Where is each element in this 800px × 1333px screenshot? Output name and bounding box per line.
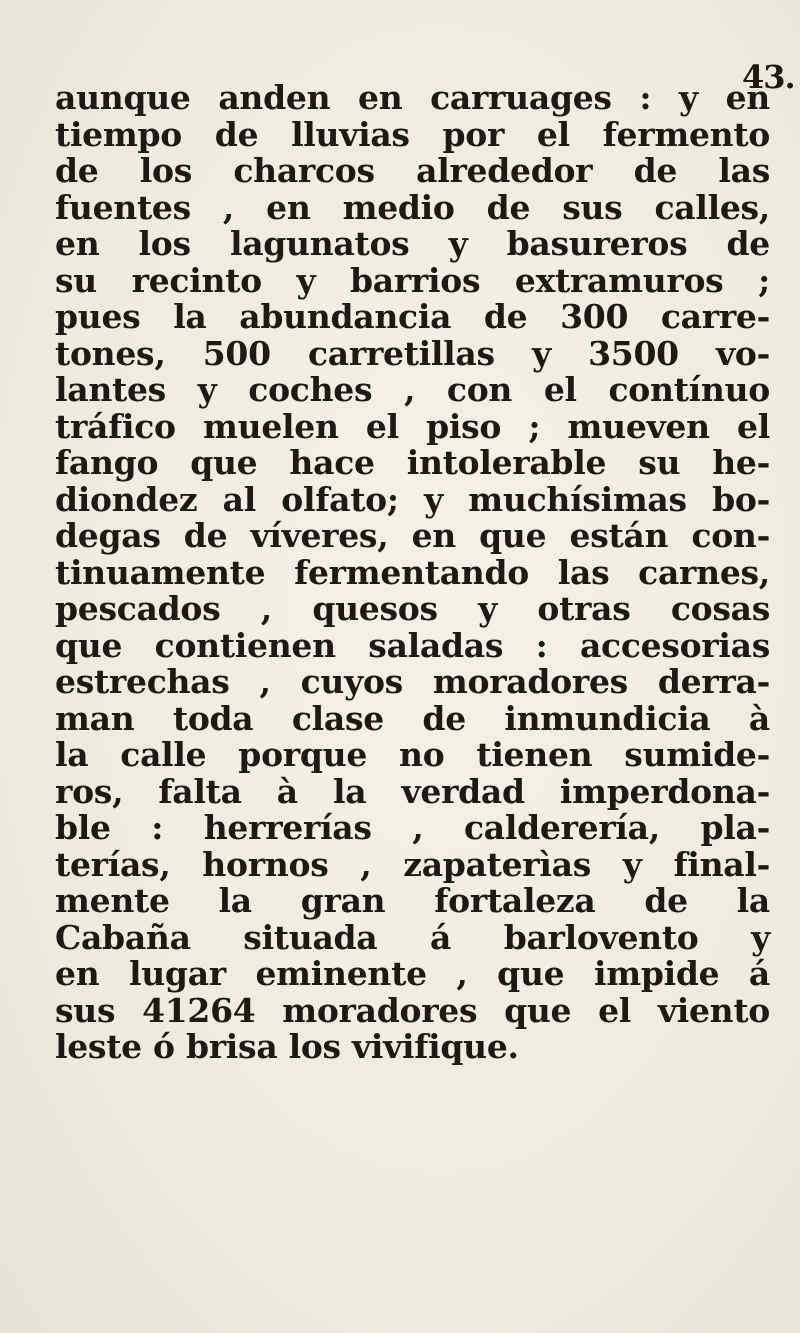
text-line: en lugar eminente , que impide á (55, 954, 770, 993)
text-line: aunque anden en carruages : y en (55, 78, 770, 117)
text-line: leste ó brisa los vivifique. (55, 1027, 519, 1066)
text-line: estrechas , cuyos moradores derra- (55, 662, 770, 701)
text-line: en los lagunatos y basureros de (55, 224, 770, 263)
text-line: de los charcos alrededor de las (55, 151, 770, 190)
text-line: mente la gran fortaleza de la (55, 881, 770, 920)
text-line: tráfico muelen el piso ; mueven el (55, 406, 770, 446)
text-line: su recinto y barrios extramuros ; (55, 260, 770, 300)
text-line: que contienen saladas : accesorias (55, 625, 770, 665)
text-line: terías, hornos , zapaterìas y final- (55, 844, 770, 884)
text-line: ros, falta à la verdad imperdona- (55, 771, 770, 811)
text-line: fango que hace intolerable su he- (55, 443, 770, 482)
text-line: tones, 500 carretillas y 3500 vo- (55, 333, 770, 373)
text-line: tiempo de lluvias por el fermento (55, 114, 770, 154)
text-line: la calle porque no tienen sumide- (55, 735, 770, 774)
text-line: sus 41264 moradores que el viento (55, 990, 770, 1030)
page-number: 43. (742, 58, 795, 96)
text-line: man toda clase de inmundicia à (55, 698, 770, 738)
text-line: pescados , quesos y otras cosas (55, 589, 770, 628)
text-line: tinuamente fermentando las carnes, (55, 552, 770, 592)
text-line: ble : herrerías , calderería, pla- (55, 808, 770, 847)
body-text (55, 80, 770, 1066)
text-line: fuentes , en medio de sus calles, (55, 187, 770, 227)
text-line: pues la abundancia de 300 carre- (55, 297, 770, 336)
text-line: lantes y coches , con el contínuo (55, 370, 770, 409)
text-line: diondez al olfato; y muchísimas bo- (55, 479, 770, 519)
text-line: degas de víveres, en que están con- (55, 516, 770, 555)
text-line: Cabaña situada á barlovento y (55, 917, 770, 957)
